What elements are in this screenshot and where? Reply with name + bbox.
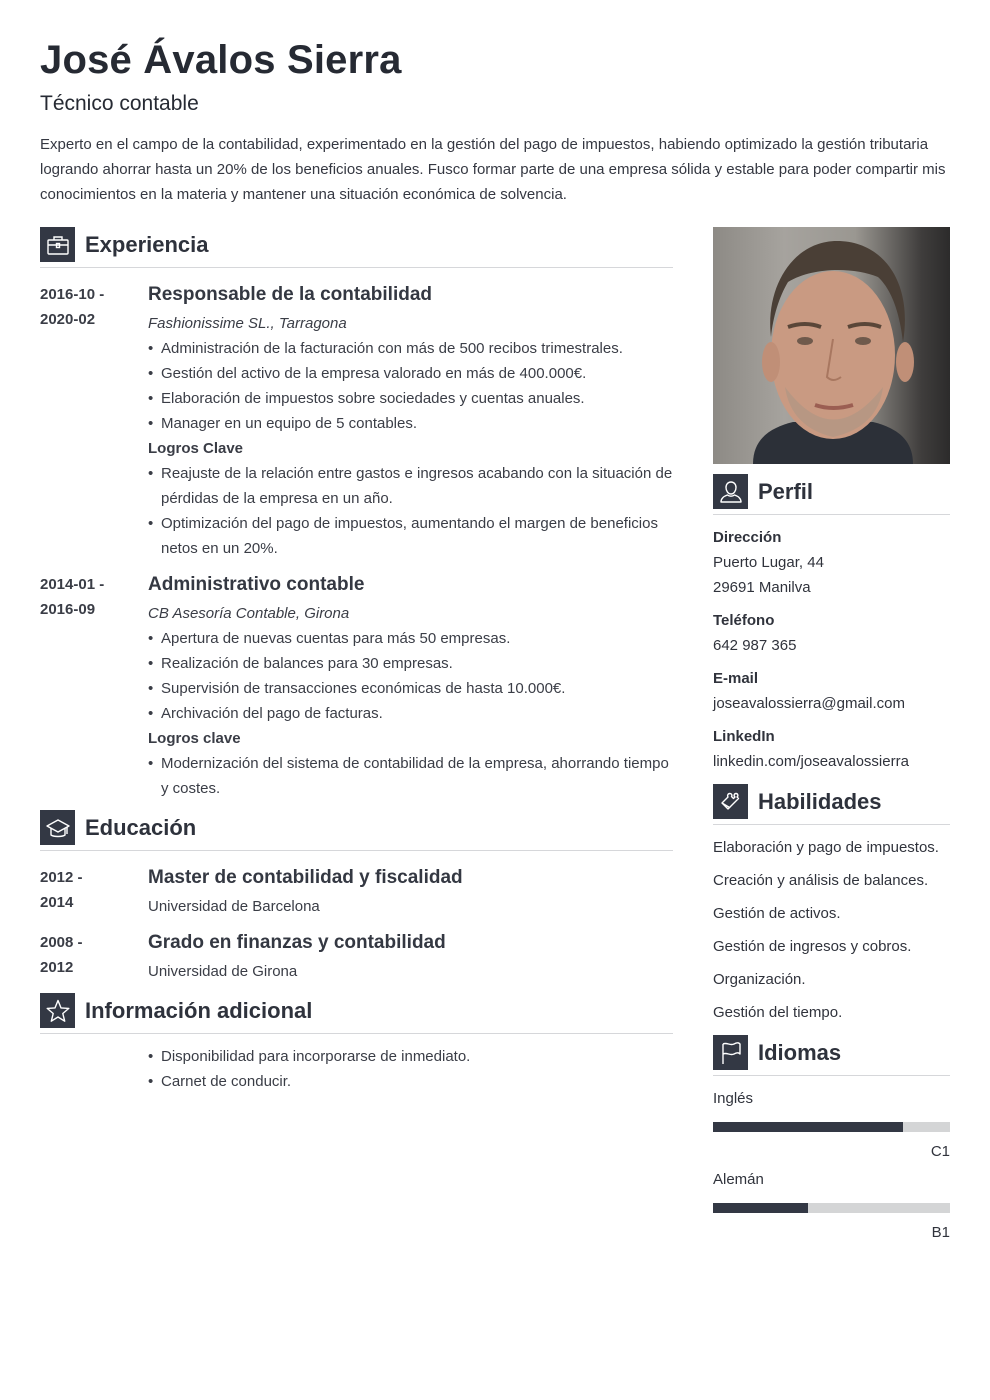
list-item: • Administración de la facturación con más de 500 recibos trimestrales. [148, 336, 673, 361]
list-item: • Reajuste de la relación entre gastos e ingresos acabando con la situación de pérdidas de la empresa en un año. [148, 461, 673, 511]
additional-list [148, 1044, 673, 1094]
puzzle-icon [713, 784, 748, 819]
list-item: • Archivación del pago de facturas. [148, 701, 673, 726]
education-date [40, 865, 140, 915]
education-date [40, 930, 140, 980]
skill-item: Elaboración y pago de impuestos. [713, 839, 939, 856]
education-title: Educación [85, 815, 197, 840]
language-name: Alemán [713, 1171, 764, 1188]
skill-item: Creación y análisis de balances. [713, 872, 929, 889]
skills-section-header [713, 784, 950, 825]
date-start: 2008 - [40, 934, 83, 951]
school-name: Universidad de Barcelona [148, 898, 320, 915]
candidate-role: Técnico contable [40, 92, 199, 115]
graduation-cap-icon [40, 810, 75, 845]
language-level: C1 [930, 1143, 950, 1160]
profile-section-header [713, 474, 950, 515]
user-icon [713, 474, 748, 509]
language-level-fill [713, 1122, 903, 1132]
list-item: • Elaboración de impuestos sobre sociedades y cuentas anuales. [148, 386, 673, 411]
date-start: 2014-01 - [40, 576, 105, 593]
achievements-list [148, 461, 673, 561]
achievements-list [148, 751, 673, 801]
company: CB Asesoría Contable, Girona [148, 605, 350, 622]
education-section-header [40, 810, 673, 851]
language-level-fill [713, 1203, 808, 1213]
date-start: 2012 - [40, 869, 83, 886]
address-label: Dirección [713, 529, 782, 546]
list-item: • Optimización del pago de impuestos, aumentando el margen de beneficios netos en un 20%. [148, 511, 673, 561]
date-end: 2014 [40, 894, 74, 911]
job-title: Responsable de la contabilidad [148, 284, 433, 305]
portrait-illustration [713, 227, 950, 464]
skill-item: Organización. [713, 971, 806, 988]
address-line1: Puerto Lugar, 44 [713, 554, 824, 571]
briefcase-icon [40, 227, 75, 262]
email-label: E-mail [713, 670, 759, 687]
achievements-label: Logros Clave [148, 440, 244, 457]
profile-details [713, 525, 950, 774]
skills-title: Habilidades [758, 789, 882, 814]
company: Fashionissime SL., Tarragona [148, 315, 347, 332]
additional-title: Información adicional [85, 998, 313, 1023]
language-level: B1 [931, 1224, 950, 1241]
skill-item: Gestión de activos. [713, 905, 841, 922]
list-item: • Apertura de nuevas cuentas para más 50 empresas. [148, 626, 673, 651]
profile-photo [713, 227, 950, 464]
list-item: • Gestión del activo de la empresa valorado en más de 400.000€. [148, 361, 673, 386]
date-end: 2016-09 [40, 601, 96, 618]
achievements-label: Logros clave [148, 730, 241, 747]
responsibilities-list [148, 336, 673, 436]
list-item: • Realización de balances para 30 empresas. [148, 651, 673, 676]
skill-item: Gestión del tiempo. [713, 1004, 843, 1021]
address-line2: 29691 Manilva [713, 579, 811, 596]
language-item [713, 1086, 950, 1164]
degree-title: Master de contabilidad y fiscalidad [148, 867, 463, 888]
phone-value: 642 987 365 [713, 637, 797, 654]
job-title: Administrativo contable [148, 574, 365, 595]
date-start: 2016-10 - [40, 286, 105, 303]
language-level-bar [713, 1203, 950, 1213]
language-level-bar [713, 1122, 950, 1132]
linkedin-label: LinkedIn [713, 728, 775, 745]
experience-date [40, 572, 140, 622]
degree-title: Grado en finanzas y contabilidad [148, 932, 446, 953]
language-item [713, 1167, 950, 1245]
school-name: Universidad de Girona [148, 963, 298, 980]
skill-item: Gestión de ingresos y cobros. [713, 938, 912, 955]
profile-title: Perfil [758, 479, 814, 504]
list-item: • Manager en un equipo de 5 contables. [148, 411, 673, 436]
experience-title: Experiencia [85, 232, 209, 257]
list-item: • Disponibilidad para incorporarse de inmediato. [148, 1044, 673, 1069]
additional-section-header [40, 993, 673, 1034]
skills-list [713, 831, 950, 1029]
star-icon [40, 993, 75, 1028]
date-end: 2020-02 [40, 311, 96, 328]
experience-section-header [40, 227, 673, 268]
list-item: • Supervisión de transacciones económicas de hasta 10.000€. [148, 676, 673, 701]
summary-paragraph: Experto en el campo de la contabilidad, experimentado en la gestión del pago de impuestos, habiendo optimizado la gestión tributaria logrando ahorrar hasta un 20% de los beneficios anuales. Fusco formar parte de una empresa sólida y estable para poder compartir mis conocimientos en la materia y mantener una situación económica de solvencia. [40, 136, 946, 203]
languages-title: Idiomas [758, 1040, 842, 1065]
language-name: Inglés [713, 1090, 754, 1107]
phone-label: Teléfono [713, 612, 775, 629]
email-value[interactable]: joseavalossierra@gmail.com [713, 695, 905, 712]
candidate-name: José Ávalos Sierra [40, 38, 402, 82]
languages-section-header [713, 1035, 950, 1076]
experience-date [40, 282, 140, 332]
linkedin-value[interactable]: linkedin.com/joseavalossierra [713, 753, 909, 770]
date-end: 2012 [40, 959, 74, 976]
flag-icon [713, 1035, 748, 1070]
list-item: • Modernización del sistema de contabilidad de la empresa, ahorrando tiempo y costes. [148, 751, 673, 801]
responsibilities-list [148, 626, 673, 726]
list-item: • Carnet de conducir. [148, 1069, 673, 1094]
